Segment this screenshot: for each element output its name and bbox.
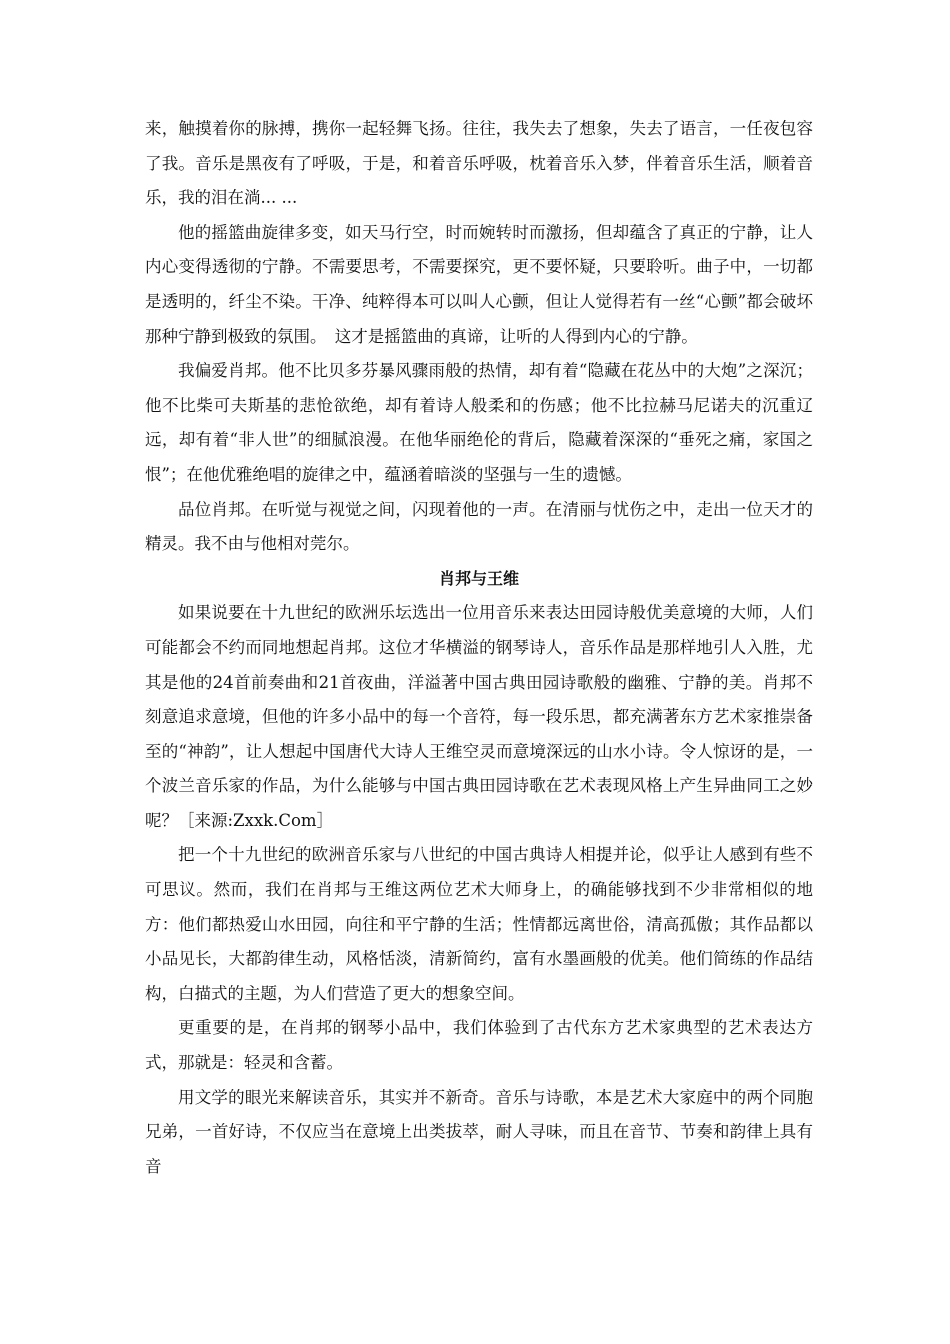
paragraph-literary-view: 用文学的眼光来解读音乐，其实并不新奇。音乐与诗歌，本是艺术大家庭中的两个同胞兄弟，一首好诗，不仅应当在意境上出类拔萃，耐人寻味，而且在音节、节奏和韵律上具有音 xyxy=(145,1087,813,1176)
paragraph-prefer-chopin: 我偏爱肖邦。他不比贝多芬暴风骤雨般的热情，却有着“隐藏在花丛中的大炮”之深沉；他不比柴可夫斯基的悲怆欲绝，却有着诗人般柔和的伤感；他不比拉赫马尼诺夫的沉重辽远，却有着“非人世”的细腻浪漫。在他华丽绝伦的背后，隐藏着深深的“垂死之痛，家国之恨”；在他优雅绝唱的旋律之中，蕴涵着暗淡的坚强与一生的遗憾。 xyxy=(145,361,813,484)
paragraph-continuation: 来，触摸着你的脉搏，携你一起轻舞飞扬。往往，我失去了想象，失去了语言，一任夜包容了我。音乐是黑夜有了呼吸，于是，和着音乐呼吸，枕着音乐入梦，伴着音乐生活，顺着音乐，我的泪在淌... ... xyxy=(145,119,813,208)
document-page xyxy=(145,112,813,1184)
section-title: 肖邦与王维 xyxy=(438,568,519,588)
paragraph-importance: 更重要的是，在肖邦的钢琴小品中，我们体验到了古代东方艺术家典型的艺术表达方式，那就是：轻灵和含蓄。 xyxy=(145,1018,813,1073)
paragraph-chopin-intro: 如果说要在十九世纪的欧洲乐坛选出一位用音乐来表达田园诗般优美意境的大师，人们可能都会不约而同地想起肖邦。这位才华横溢的钢琴诗人，音乐作品是那样地引人入胜，尤其是他的24首前奏曲和21首夜曲，洋溢著中国古典田园诗歌般的幽雅、宁静的美。肖邦不刻意追求意境，但他的许多小品中的每一个音符，每一段乐思，都充满著东方艺术家推崇备至的“神韵”，让人想起中国唐代大诗人王维空灵而意境深远的山水小诗。令人惊讶的是，一个波兰音乐家的作品，为什么能够与中国古典田园诗歌在艺术表现风格上产生异曲同工之妙呢？［来源:Zxxk.Com］ xyxy=(145,603,813,830)
paragraph-savor-chopin: 品位肖邦。在听觉与视觉之间，闪现着他的一声。在清丽与忧伤之中，走出一位天才的精灵。我不由与他相对莞尔。 xyxy=(145,499,813,554)
paragraph-lullaby: 他的摇篮曲旋律多变，如天马行空，时而婉转时而激扬，但却蕴含了真正的宁静，让人内心变得透彻的宁静。不需要思考，不需要探究，更不要怀疑，只要聆听。曲子中，一切都是透明的，纤尘不染。干净、纯粹得本可以叫人心颤，但让人觉得若有一丝“心颤”都会破坏那种宁静到极致的氛围。 这才是摇篮曲的真谛，让听的人得到内心的宁静。 xyxy=(145,222,813,346)
paragraph-comparison: 把一个十九世纪的欧洲音乐家与八世纪的中国古典诗人相提并论，似乎让人感到有些不可思议。然而，我们在肖邦与王维这两位艺术大师身上，的确能够找到不少非常相似的地方：他们都热爱山水田园，向往和平宁静的生活；性情都远离世俗，清高孤傲；其作品都以小品见长，大都韵律生动，风格恬淡，清新简约，富有水墨画般的优美。他们简练的作品结构，白描式的主题，为人们营造了更大的想象空间。 xyxy=(145,845,813,1003)
